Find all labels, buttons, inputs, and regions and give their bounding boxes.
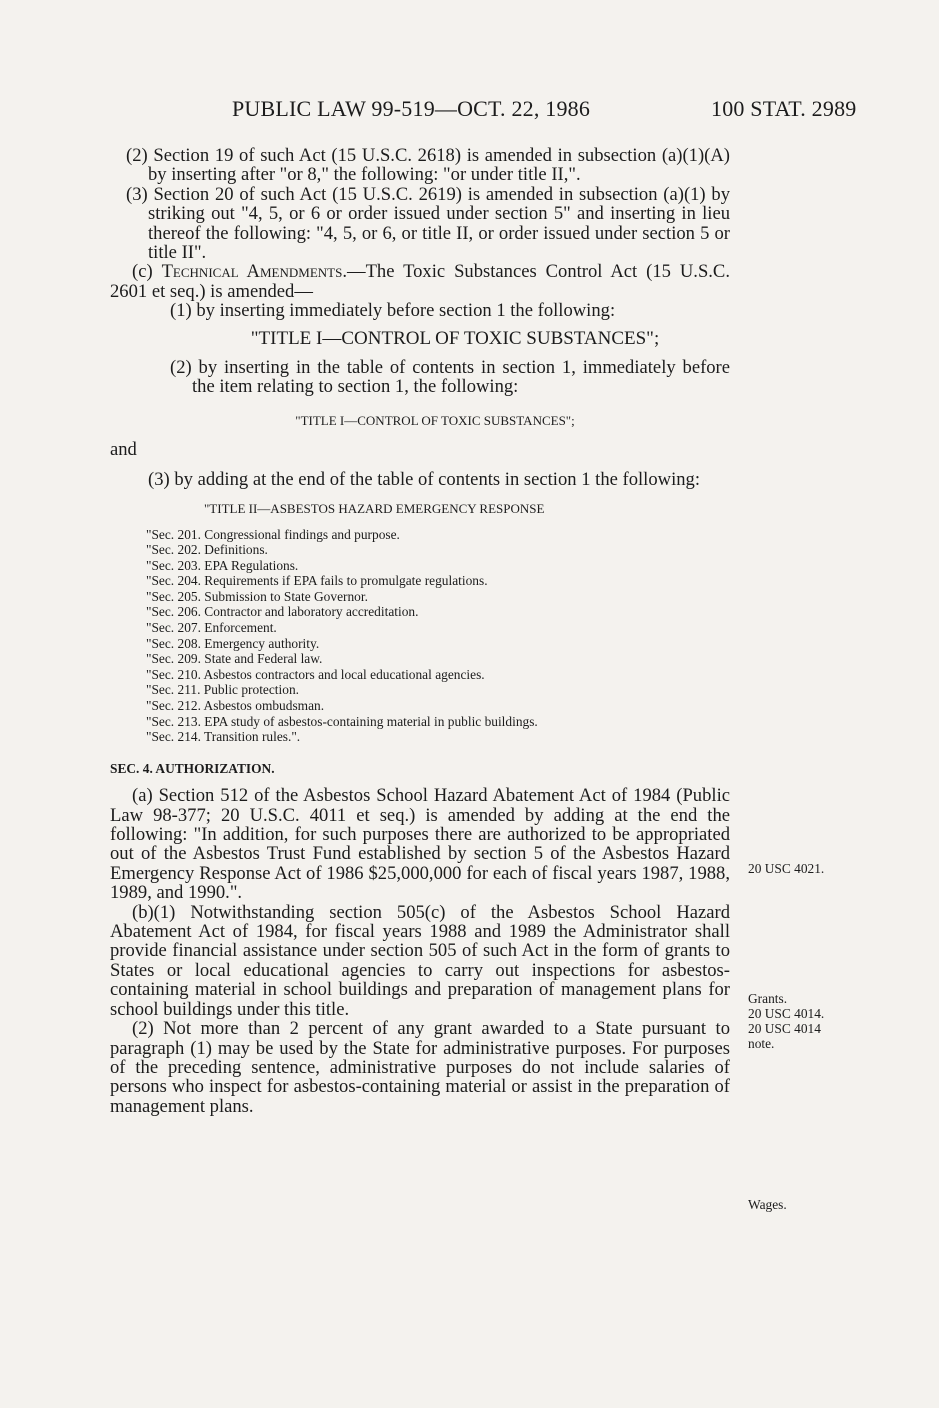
paragraph-c-rest: .—The Toxic Substances Control Act (15 U.S.C. 2601 et seq.) is amended— — [110, 261, 730, 302]
section-4-heading: SEC. 4. AUTHORIZATION. — [110, 760, 275, 776]
table-of-contents — [110, 527, 730, 745]
margin-note-usc-4014-note-line1: 20 USC 4014 — [748, 1021, 821, 1036]
running-header-left: PUBLIC LAW 99-519—OCT. 22, 1986 — [232, 96, 591, 121]
running-header-right: 100 STAT. 2989 — [711, 96, 857, 121]
toc-row: "Sec. 203. EPA Regulations. — [146, 557, 299, 573]
paragraph-c-technical-amendments — [110, 262, 730, 301]
and-connector: and — [110, 439, 137, 461]
amendment-3: (3) by adding at the end of the table of contents in section 1 the following: — [148, 468, 700, 490]
amendment-1: (1) by inserting immediately before section 1 the following: — [170, 300, 616, 322]
title-i-toc-entry: "TITLE I—CONTROL OF TOXIC SUBSTANCES"; — [295, 412, 575, 428]
margin-note-usc-4014-note-line2: note. — [748, 1036, 775, 1051]
toc-row: "Sec. 206. Contractor and laboratory accreditation. — [146, 604, 419, 620]
toc-row: "Sec. 202. Definitions. — [146, 542, 268, 558]
toc-row: "Sec. 208. Emergency authority. — [146, 635, 320, 651]
section-4-paragraph-a: (a) Section 512 of the Asbestos School Hazard Abatement Act of 1984 (Public Law 98-377; 20 U.S.C. 4011 et seq.) is amended by adding at the end the following: "In addition, for such purposes there are authorized to be appropriated out of the Asbestos Trust Fund established by section 5 of the Asbestos Hazard Emergency Response Act of 1986 $25,000,000 for each of fiscal years 1987, 1988, 1989, and 1990.". — [110, 785, 730, 904]
body-text — [110, 146, 730, 1116]
toc-row: "Sec. 207. Enforcement. — [146, 620, 277, 636]
margin-note-grants: Grants. — [748, 991, 788, 1006]
title-i-heading: "TITLE I—CONTROL OF TOXIC SUBSTANCES"; — [250, 327, 660, 349]
margin-note-usc-4014: 20 USC 4014. — [748, 1006, 825, 1021]
paragraph-c-heading: Technical Amendments — [161, 261, 343, 283]
title-ii-heading: "TITLE II—ASBESTOS HAZARD EMERGENCY RESPONSE — [204, 501, 545, 517]
toc-row: "Sec. 204. Requirements if EPA fails to promulgate regulations. — [146, 573, 488, 589]
toc-row: "Sec. 209. State and Federal law. — [146, 651, 323, 667]
amendment-2: (2) by inserting in the table of contents in section 1, immediately before the item relating to section 1, the following: — [170, 357, 730, 398]
margin-note-usc-4021: 20 USC 4021. — [748, 861, 825, 876]
paragraph-c-prefix: (c) — [132, 261, 162, 283]
toc-row: "Sec. 213. EPA study of asbestos-containing material in public buildings. — [146, 713, 538, 729]
toc-row: "Sec. 211. Public protection. — [146, 682, 299, 698]
paragraph-2-section-19: (2) Section 19 of such Act (15 U.S.C. 2618) is amended in subsection (a)(1)(A) by inserting after "or 8," the following: "or under title II,". — [126, 145, 730, 186]
toc-row: "Sec. 205. Submission to State Governor. — [146, 588, 368, 604]
section-4-paragraph-b2: (2) Not more than 2 percent of any grant awarded to a State pursuant to paragraph (1) may be used by the State for administrative purposes. For purposes of the preceding sentence, administrative purposes do not include salaries of persons who inspect for asbestos-containing material or assist in the preparation of management plans. — [110, 1018, 730, 1117]
section-4-paragraph-b1: (b)(1) Notwithstanding section 505(c) of the Asbestos School Hazard Abatement Act of 1984, for fiscal years 1988 and 1989 the Administrator shall provide financial assistance under section 505 of such Act in the form of grants to States or local educational agencies to carry out inspections for asbestos-containing material in school buildings and preparation of management plans for school buildings under this title. — [110, 901, 730, 1020]
toc-row: "Sec. 214. Transition rules.". — [146, 729, 301, 745]
toc-row: "Sec. 210. Asbestos contractors and local educational agencies. — [146, 666, 485, 682]
paragraph-3-section-20: (3) Section 20 of such Act (15 U.S.C. 2619) is amended in subsection (a)(1) by striking out "4, 5, or 6 or order issued under section 5" and inserting in lieu thereof the following: "4, 5, or 6, or title II, or order issued under section 5 or title II". — [126, 183, 730, 264]
toc-row: "Sec. 212. Asbestos ombudsman. — [146, 698, 325, 714]
toc-row: "Sec. 201. Congressional findings and purpose. — [146, 526, 400, 542]
margin-note-wages: Wages. — [748, 1197, 787, 1212]
